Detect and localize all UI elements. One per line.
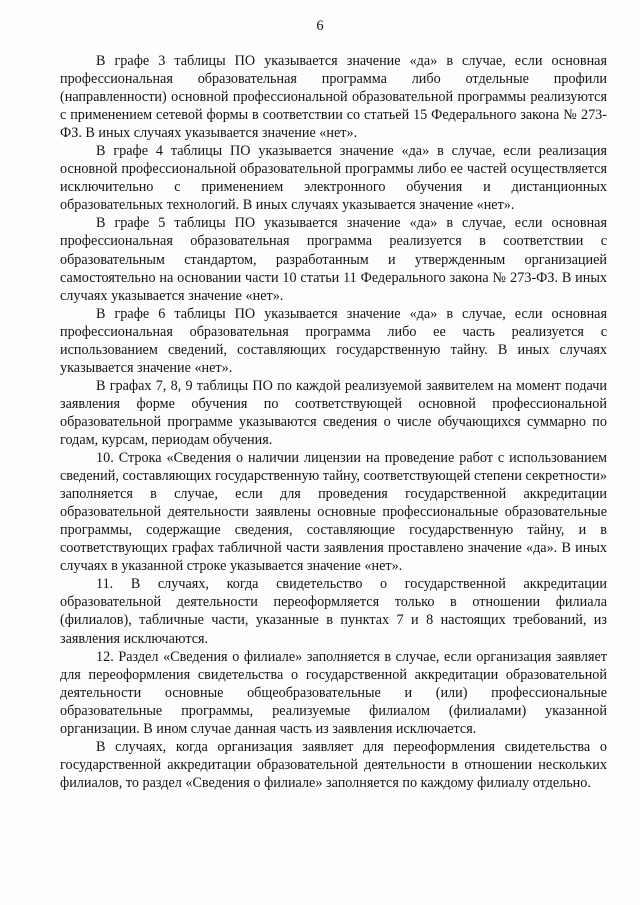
- paragraph: 10. Строка «Сведения о наличии лицензии на проведение работ с использованием сведений, составляющих государственную тайну, соответствующей степени секретности» заполняется в случае, если для проведения государственной аккредитации образовательной деятельности заявлены основные профессиональные образовательные программы, содержащие сведения, составляющие государственную тайну, и в соответствующих графах табличной части заявления проставлено значение «да». В иных случаях в указанной строке указывается значение «нет».: [60, 450, 607, 575]
- page-number: 6: [316, 18, 324, 34]
- document-body: [60, 52, 607, 792]
- paragraph: 12. Раздел «Сведения о филиале» заполняется в случае, если организация заявляет для переоформления свидетельства о государственной аккредитации образовательной деятельности основные общеобразовательные и (или) профессиональные образовательные программы, реализуемые филиалом (филиалами) указанной организации. В ином случае данная часть из заявления исключается.: [60, 648, 607, 737]
- paragraph: В графе 3 таблицы ПО указывается значение «да» в случае, если основная профессиональная образовательная программа либо отдельные профили (направленности) основной профессиональной образовательной программы реализуются с применением сетевой формы в соответствии со статьей 15 Федерального закона № 273-ФЗ. В иных случаях указывается значение «нет».: [60, 53, 607, 142]
- paragraph: В графе 5 таблицы ПО указывается значение «да» в случае, если основная профессиональная образовательная программа реализуется в соответствии с образовательным стандартом, разработанным и утвержденным организацией самостоятельно на основании части 10 статьи 11 Федерального закона № 273-ФЗ. В иных случаях указывается значение «нет».: [60, 215, 607, 304]
- paragraph: В графе 6 таблицы ПО указывается значение «да» в случае, если основная профессиональная образовательная программа либо ее часть реализуется с использованием сведений, составляющих государственную тайну. В иных случаях указывается значение «нет».: [60, 305, 607, 376]
- paragraph: 11. В случаях, когда свидетельство о государственной аккредитации образовательной деятельности переоформляется только в отношении филиала (филиалов), табличные части, указанные в пунктах 7 и 8 настоящих требований, из заявления исключаются.: [60, 576, 607, 647]
- paragraph: В случаях, когда организация заявляет для переоформления свидетельства о государственной аккредитации образовательной деятельности в отношении нескольких филиалов, то раздел «Сведения о филиале» заполняется по каждому филиалу отдельно.: [60, 738, 607, 791]
- paragraph: В графах 7, 8, 9 таблицы ПО по каждой реализуемой заявителем на момент подачи заявления форме обучения по соответствующей основной профессиональной образовательной программе указываются сведения о числе обучающихся суммарно по годам, курсам, периодам обучения.: [60, 377, 607, 448]
- paragraph: В графе 4 таблицы ПО указывается значение «да» в случае, если реализация основной профессиональной образовательной программы либо ее частей осуществляется исключительно с применением электронного обучения и дистанционных образовательных технологий. В иных случаях указывается значение «нет».: [60, 143, 607, 214]
